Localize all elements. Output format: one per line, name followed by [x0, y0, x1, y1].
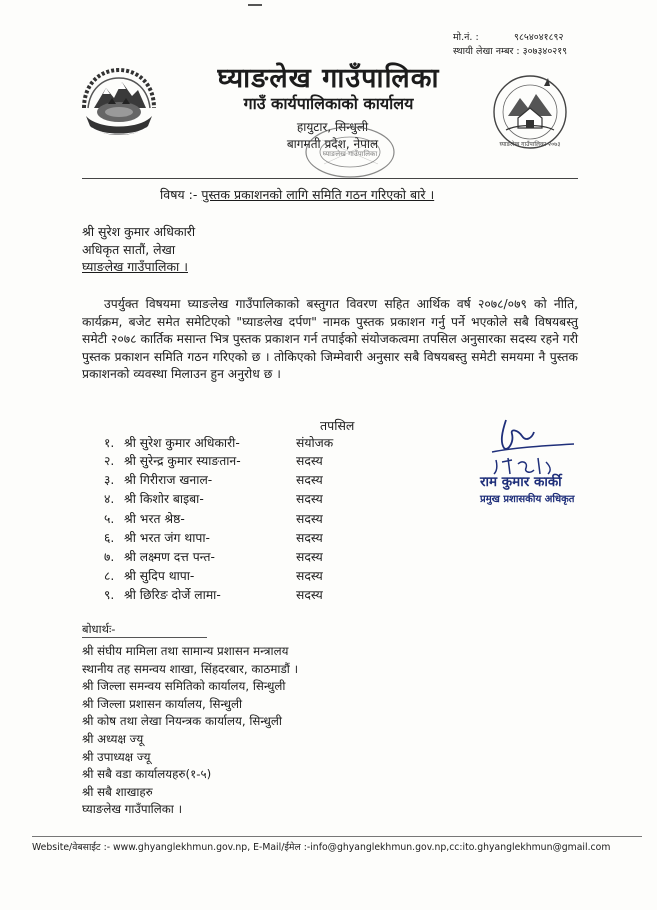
member-name: श्री सुरेश कुमार अधिकारी- — [124, 436, 240, 450]
cc-underline — [82, 637, 207, 638]
member-role: सदस्य — [296, 454, 323, 468]
member-index: ९. — [104, 588, 115, 602]
member-name: श्री सुदिप थापा- — [124, 569, 195, 583]
recipient-block — [82, 223, 195, 276]
member-name: श्री छिरिङ दोर्जे लामा- — [124, 588, 221, 602]
member-index: ५. — [104, 512, 115, 526]
member-index: ३. — [104, 473, 115, 487]
member-index: १. — [104, 436, 115, 450]
member-index: ६. — [104, 531, 115, 545]
address-line-2: बागमती प्रदेश, नेपाल — [286, 137, 379, 151]
member-role: सदस्य — [296, 588, 323, 602]
footer-divider — [32, 836, 642, 837]
subject-line — [160, 186, 434, 203]
member-row — [0, 510, 400, 528]
member-name: श्री भरत श्रेष्ठ- — [124, 512, 185, 526]
member-name: श्री गिरीराज खनाल- — [124, 473, 213, 487]
member-role: सदस्य — [296, 550, 323, 564]
details-heading: तपसिल — [320, 418, 355, 433]
member-name: श्री लक्ष्मण दत्त पन्त- — [124, 550, 215, 564]
member-row — [0, 471, 400, 489]
member-row — [0, 434, 400, 452]
cc-list — [82, 643, 298, 819]
member-row — [0, 529, 400, 547]
cc-item: श्री संघीय मामिला तथा सामान्य प्रशासन मन्त्रालय — [82, 644, 289, 658]
address-line-1: हायुटार, सिन्धुली — [296, 120, 369, 134]
signer-name: राम कुमार कार्की — [480, 474, 562, 490]
member-name: श्री भरत जंग थापा- — [124, 531, 210, 545]
phone-number — [453, 30, 564, 43]
office-stamp-icon — [302, 118, 398, 180]
phone-value: ९८५४०४१८९२ — [514, 32, 564, 43]
cc-label: बोधार्थः- — [82, 622, 116, 636]
body-paragraph: उपर्युक्त विषयमा घ्याङलेख गाउँपालिकाको बस्तुगत विवरण सहित आर्थिक वर्ष २०७८/०७९ को नीति, कार्यक्रम, बजेट समेत समेटिएको "घ्याङलेख दर्पण" नामक पुस्तक प्रकाशन गर्नु पर्ने भएकोले सबै विषयबस्तु समेटी २०७८ कार्तिक मसान्त भित्र पुस्तक प्रकाशन गर्न तपाईको संयोजकत्वमा तपसिल अनुसारका सदस्य रहने गरी पुस्तक प्रकाशन समिति गठन गरिएको छ । तोकिएको जिम्मेवारी अनुसार सबै विषयबस्तु समेटी समयमा नै पुस्तक प्रकाशनको व्यवस्था मिलाउन हुन अनुरोध छ । — [82, 297, 578, 382]
member-role: सदस्य — [296, 569, 323, 583]
top-mark — [248, 4, 262, 6]
member-role: संयोजक — [296, 436, 334, 450]
member-name: श्री किशोर बाइबा- — [124, 492, 204, 506]
subject-prefix: विषय :- — [160, 187, 198, 202]
stamp-text: घ्याङलेख गाउँपालिका — [322, 150, 378, 158]
municipality-logo-icon — [490, 72, 570, 152]
member-role: सदस्य — [296, 531, 323, 545]
office-subtitle: गाउँ कार्यपालिकाको कार्यालय — [243, 94, 414, 113]
cc-item: श्री सबै शाखाहरु — [82, 784, 153, 799]
member-role: सदस्य — [296, 473, 323, 487]
phone-label: मो.नं. : — [453, 32, 479, 43]
member-row — [0, 548, 400, 566]
cc-item: स्थानीय तह समन्वय शाखा, सिंहदरबार, काठमाडौं । — [82, 661, 299, 676]
footer-contact: Website/वेबसाईट :- www.ghyanglekhmun.gov.np, E-Mail/ईमेल :-info@ghyanglekhmun.gov.np,cc:ito.ghyanglekhmun@gmail.com — [32, 842, 611, 853]
member-row — [0, 567, 400, 585]
cc-item: श्री उपाध्यक्ष ज्यू — [82, 749, 151, 764]
cc-item: श्री जिल्ला समन्वय समितिको कार्यालय, सिन्धुली — [82, 679, 286, 694]
member-row — [0, 490, 400, 508]
cc-item: घ्याङलेख गाउँपालिका । — [82, 802, 183, 817]
municipality-title: घ्याङलेख गाउँपालिका — [217, 63, 440, 94]
member-role: सदस्य — [296, 512, 323, 526]
recipient-name: श्री सुरेश कुमार अधिकारी — [82, 224, 196, 239]
recipient-office: घ्याङलेख गाउँपालिका । — [82, 259, 188, 274]
header-divider — [82, 178, 578, 179]
member-role: सदस्य — [296, 492, 323, 506]
cc-item: श्री अध्यक्ष ज्यू — [82, 731, 144, 746]
registration-number: स्थायी लेखा नम्बर : ३०७३४०२१९ — [453, 46, 568, 57]
cc-item: श्री जिल्ला प्रशासन कार्यालय, सिन्धुली — [82, 696, 243, 711]
logo-caption: घ्याङलेख गाउँपालिका २०७३ — [499, 141, 561, 148]
recipient-position: अधिकृत सातौं, लेखा — [82, 241, 176, 257]
member-row — [0, 452, 400, 470]
member-index: ८. — [104, 569, 115, 583]
signer-title: प्रमुख प्रशासकीय अधिकृत — [480, 494, 575, 505]
member-index: २. — [104, 454, 115, 468]
cc-item: श्री सबै वडा कार्यालयहरु(१-५) — [82, 767, 212, 782]
member-index: ४. — [104, 492, 115, 506]
member-name: श्री सुरेन्द्र कुमार स्याङतान- — [124, 454, 241, 468]
subject-text: पुस्तक प्रकाशनको लागि समिति गठन गरिएको बारे । — [201, 187, 435, 202]
cc-item: श्री कोष तथा लेखा नियन्त्रक कार्यालय, सिन्धुली — [82, 714, 282, 729]
member-index: ७. — [104, 550, 115, 564]
member-row — [0, 586, 400, 604]
